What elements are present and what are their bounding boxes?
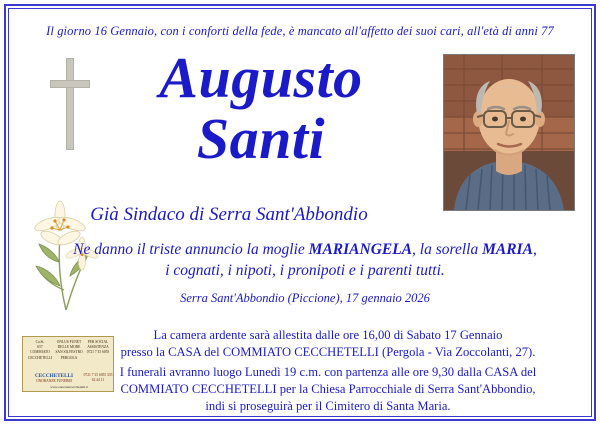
viewing-paragraph — [84, 327, 572, 361]
stamp-c3-l2: ASSISTENZA — [87, 345, 109, 350]
stamp-c3-l4: 0721 7 35 6055 — [86, 350, 110, 355]
sister-name: MARIA — [482, 241, 533, 258]
stamp-c1-l5: CECCHETELLI — [27, 355, 53, 360]
funeral-line-2: COMMIATO CECCHETELLI per la Chiesa Parrocchiale di Serra Sant'Abbondio, — [120, 381, 536, 396]
stamp-c2-l3: SAN SILVESTRO — [55, 350, 83, 355]
announce-post: , — [532, 241, 537, 258]
cross-horizontal-bar — [50, 80, 90, 88]
funeral-paragraph — [84, 364, 572, 415]
portrait-photo — [443, 54, 575, 211]
stamp-brand-subtitle: ONORANZE FUNEBRI — [35, 379, 73, 383]
place-and-date: Serra Sant'Abbondio (Piccione), 17 gennaio 2026 — [180, 291, 430, 305]
last-name: Santi — [196, 106, 326, 172]
cross-icon — [50, 58, 90, 150]
announcement-block — [60, 240, 550, 282]
stamp-brand-name: CECCHETELLI — [34, 373, 74, 379]
funeral-line-1: I funerali avranno luogo Lunedì 19 c.m. con partenza alle ore 9,30 dalla CASA del — [119, 364, 537, 379]
stamp-c1-l1: Ca.St. — [35, 340, 45, 344]
stamp-c2-l5: PERGOLA — [60, 355, 78, 360]
funeral-line-3: indi si proseguirà per il Cimitero di Santa Maria. — [205, 398, 451, 413]
stamp-c2-l1: ONLUS FUNET — [56, 340, 82, 344]
viewing-line-1: La camera ardente sarà allestita dalle ore 16,00 di Sabato 17 Gennaio — [153, 328, 503, 342]
stamp-phone: 0721 7 35 6055 335 62 44 11 — [83, 373, 113, 383]
first-name: Augusto — [159, 45, 363, 110]
announcement-line-1 — [60, 240, 550, 261]
viewing-line-2: presso la CASA del COMMIATO CECCHETELLI (Pergola - Via Zoccolanti, 27). — [120, 344, 536, 359]
death-announcement-line: Il giorno 16 Gennaio, con i conforti della fede, è mancato all'affetto dei suoi cari, all'età di anni 77 — [46, 24, 554, 38]
stamp-column-1 — [26, 340, 54, 361]
stamp-c2-l2: DELLE MORE — [57, 345, 81, 350]
stamp-c1-l3: COMMIATO — [30, 350, 50, 355]
wife-name: MARIANGELA — [308, 241, 413, 258]
stamp-brand — [26, 373, 82, 383]
stamp-c1-l2: 657 — [37, 345, 43, 350]
stamp-c3-l1: PER SOCIAL — [87, 340, 109, 344]
stamp-column-2 — [55, 340, 83, 361]
deceased-name-block — [96, 45, 426, 172]
announce-mid: , la sorella — [412, 241, 483, 258]
funeral-agency-stamp — [22, 336, 114, 392]
announcement-line-2: i cognati, i nipoti, i pronipoti e i parenti tutti. — [165, 261, 445, 279]
announce-pre: Ne danno il triste annuncio la moglie — [73, 241, 309, 258]
stamp-website: www.onoranzececchetelli.it — [50, 385, 88, 389]
role-title: Già Sindaco di Serra Sant'Abbondio — [90, 204, 368, 225]
service-details-block — [84, 327, 572, 414]
stamp-column-3 — [84, 340, 112, 356]
cross-vertical-bar — [66, 58, 74, 150]
